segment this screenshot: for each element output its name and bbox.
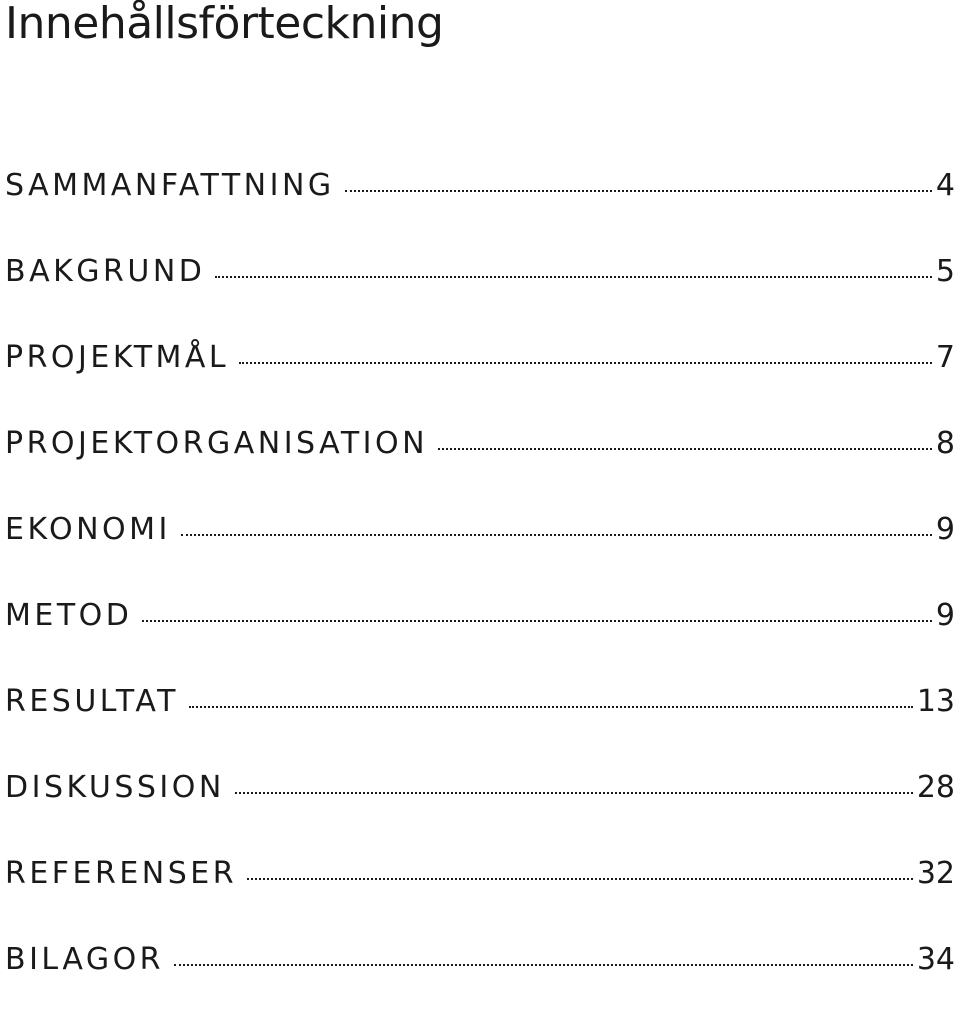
toc-entry-label: BILAGOR (5, 942, 165, 977)
page-title: Innehållsförteckning (5, 0, 444, 49)
toc-entry-resultat[interactable] (5, 682, 955, 768)
toc-entry-sammanfattning[interactable] (5, 166, 955, 252)
dot-leader (181, 534, 932, 536)
dot-leader (215, 276, 932, 278)
table-of-contents (5, 166, 955, 1026)
toc-page-number: 8 (935, 426, 955, 461)
toc-entry-ekonomi[interactable] (5, 510, 955, 596)
toc-page-number: 28 (916, 770, 955, 805)
toc-entry-diskussion[interactable] (5, 768, 955, 854)
toc-entry-label: RESULTAT (5, 684, 179, 719)
toc-page-number: 9 (935, 598, 955, 633)
dot-leader (345, 190, 932, 192)
dot-leader (174, 964, 913, 966)
toc-entry-label: SAMMANFATTNING (5, 168, 335, 203)
toc-entry-label: EKONOMI (5, 512, 171, 547)
dot-leader (247, 878, 913, 880)
toc-entry-label: BAKGRUND (5, 254, 206, 289)
toc-page-number: 32 (916, 856, 955, 891)
toc-page-number: 5 (935, 254, 955, 289)
dot-leader (189, 706, 913, 708)
toc-entry-referenser[interactable] (5, 854, 955, 940)
toc-entry-bakgrund[interactable] (5, 252, 955, 338)
dot-leader (438, 448, 932, 450)
toc-entry-metod[interactable] (5, 596, 955, 682)
toc-entry-projektorganisation[interactable] (5, 424, 955, 510)
dot-leader (239, 362, 932, 364)
toc-page-number: 4 (935, 168, 955, 203)
toc-entry-label: PROJEKTMÅL (5, 340, 230, 375)
toc-page-number: 34 (916, 942, 955, 977)
dot-leader (142, 620, 932, 622)
toc-entry-projektmal[interactable] (5, 338, 955, 424)
dot-leader (235, 792, 913, 794)
toc-entry-label: DISKUSSION (5, 770, 225, 805)
toc-entry-label: REFERENSER (5, 856, 238, 891)
toc-page-number: 13 (916, 684, 955, 719)
toc-entry-label: METOD (5, 598, 133, 633)
toc-entry-bilagor[interactable] (5, 940, 955, 1026)
toc-page-number: 9 (935, 512, 955, 547)
toc-entry-label: PROJEKTORGANISATION (5, 426, 429, 461)
toc-page-number: 7 (935, 340, 955, 375)
